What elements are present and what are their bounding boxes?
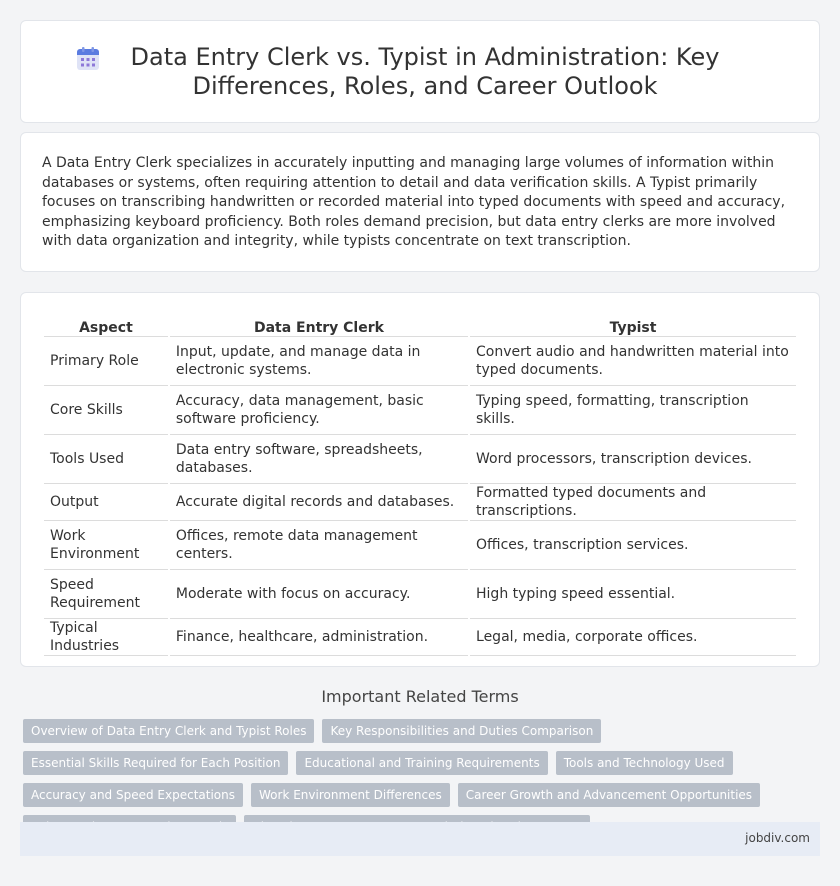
table-cell-clerk: Accuracy, data management, basic software proficiency.	[170, 386, 468, 435]
column-header-typist: Typist	[470, 315, 796, 337]
table-row	[44, 619, 796, 656]
related-term-tag[interactable]: Career Growth and Advancement Opportunities	[458, 783, 760, 807]
column-header-aspect: Aspect	[44, 315, 168, 337]
related-term-tag[interactable]: Key Responsibilities and Duties Comparison	[322, 719, 601, 743]
comparison-card	[20, 292, 820, 667]
table-header-row	[44, 315, 796, 337]
related-term-tag[interactable]: Overview of Data Entry Clerk and Typist Roles	[23, 719, 314, 743]
table-cell-aspect: Tools Used	[44, 435, 168, 484]
table-cell-aspect: Speed Requirement	[44, 570, 168, 619]
table-cell-typist: Word processors, transcription devices.	[470, 435, 796, 484]
page-title: Data Entry Clerk vs. Typist in Administration: Key Differences, Roles, and Career Outlook	[130, 43, 720, 100]
table-cell-typist: Convert audio and handwritten material into typed documents.	[470, 337, 796, 386]
table-cell-aspect: Core Skills	[44, 386, 168, 435]
table-cell-aspect: Typical Industries	[44, 619, 168, 656]
table-cell-typist: Offices, transcription services.	[470, 521, 796, 570]
table-cell-typist: Legal, media, corporate offices.	[470, 619, 796, 656]
table-cell-clerk: Offices, remote data management centers.	[170, 521, 468, 570]
related-term-tag[interactable]: Essential Skills Required for Each Position	[23, 751, 288, 775]
table-cell-aspect: Work Environment	[44, 521, 168, 570]
table-cell-clerk: Moderate with focus on accuracy.	[170, 570, 468, 619]
related-term-tag[interactable]: Accuracy and Speed Expectations	[23, 783, 243, 807]
intro-paragraph: A Data Entry Clerk specializes in accurately inputting and managing large volumes of information within databases or systems, often requiring attention to detail and data verification skills. A Typist primarily focuses on transcribing handwritten or recorded material into typed documents with speed and accuracy, emphasizing keyboard proficiency. Both roles demand precision, but data entry clerks are more involved with data organization and integrity, while typists concentrate on text transcription.	[42, 155, 786, 249]
intro-card	[20, 132, 820, 272]
footer-site-link[interactable]: jobdiv.com	[745, 831, 810, 845]
table-row	[44, 337, 796, 386]
table-row	[44, 386, 796, 435]
table-cell-clerk: Accurate digital records and databases.	[170, 484, 468, 521]
table-row	[44, 521, 796, 570]
table-cell-typist: Typing speed, formatting, transcription skills.	[470, 386, 796, 435]
table-row	[44, 435, 796, 484]
table-cell-typist: High typing speed essential.	[470, 570, 796, 619]
related-terms-heading: Important Related Terms	[321, 687, 519, 706]
table-row	[44, 484, 796, 521]
table-cell-clerk: Finance, healthcare, administration.	[170, 619, 468, 656]
table-cell-clerk: Input, update, and manage data in electronic systems.	[170, 337, 468, 386]
header-card	[20, 20, 820, 123]
comparison-table	[42, 315, 798, 656]
table-row	[44, 570, 796, 619]
related-term-tag[interactable]: Work Environment Differences	[251, 783, 450, 807]
column-header-data-entry-clerk: Data Entry Clerk	[170, 315, 468, 337]
table-cell-aspect: Output	[44, 484, 168, 521]
related-term-tag[interactable]: Educational and Training Requirements	[296, 751, 547, 775]
table-cell-typist: Formatted typed documents and transcriptions.	[470, 484, 796, 521]
related-terms-tags	[23, 719, 813, 839]
table-cell-clerk: Data entry software, spreadsheets, databases.	[170, 435, 468, 484]
related-term-tag[interactable]: Tools and Technology Used	[556, 751, 733, 775]
footer	[20, 822, 820, 856]
table-cell-aspect: Primary Role	[44, 337, 168, 386]
